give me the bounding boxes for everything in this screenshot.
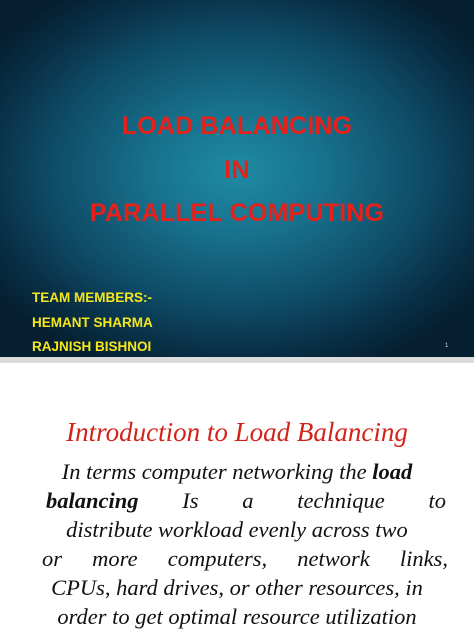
body-emphasis: load [372, 459, 413, 484]
body-word: network [297, 546, 370, 571]
body-word: links, [399, 546, 448, 571]
body-word: or [42, 546, 63, 571]
body-text: In terms computer networking the [61, 459, 373, 484]
team-member-1: HEMANT SHARMA [32, 315, 153, 330]
slide-introduction [0, 363, 474, 632]
body-word: a [242, 488, 254, 513]
slide-heading: Introduction to Load Balancing [66, 417, 408, 447]
body-line-6: order to get optimal resource utilization [57, 604, 417, 629]
body-word: to [428, 488, 446, 513]
body-line-2 [46, 488, 446, 514]
body-word: technique [297, 488, 385, 513]
body-word: computers, [167, 546, 268, 571]
body-line-3: distribute workload evenly across two [66, 517, 408, 542]
page-number: 1 [445, 343, 449, 349]
title-line-2: IN [224, 156, 250, 184]
body-line-4 [42, 546, 448, 572]
body-line-1 [0, 459, 474, 485]
body-emphasis: balancing [46, 488, 139, 513]
body-word: more [92, 546, 138, 571]
body-line-5: CPUs, hard drives, or other resources, in [51, 575, 423, 600]
team-member-2: RAJNISH BISHNOI [32, 339, 152, 354]
title-line-1: LOAD BALANCING [121, 112, 353, 140]
body-word: Is [182, 488, 199, 513]
title-line-3: PARALLEL COMPUTING [89, 199, 385, 227]
team-members-label: TEAM MEMBERS:- [32, 290, 152, 305]
